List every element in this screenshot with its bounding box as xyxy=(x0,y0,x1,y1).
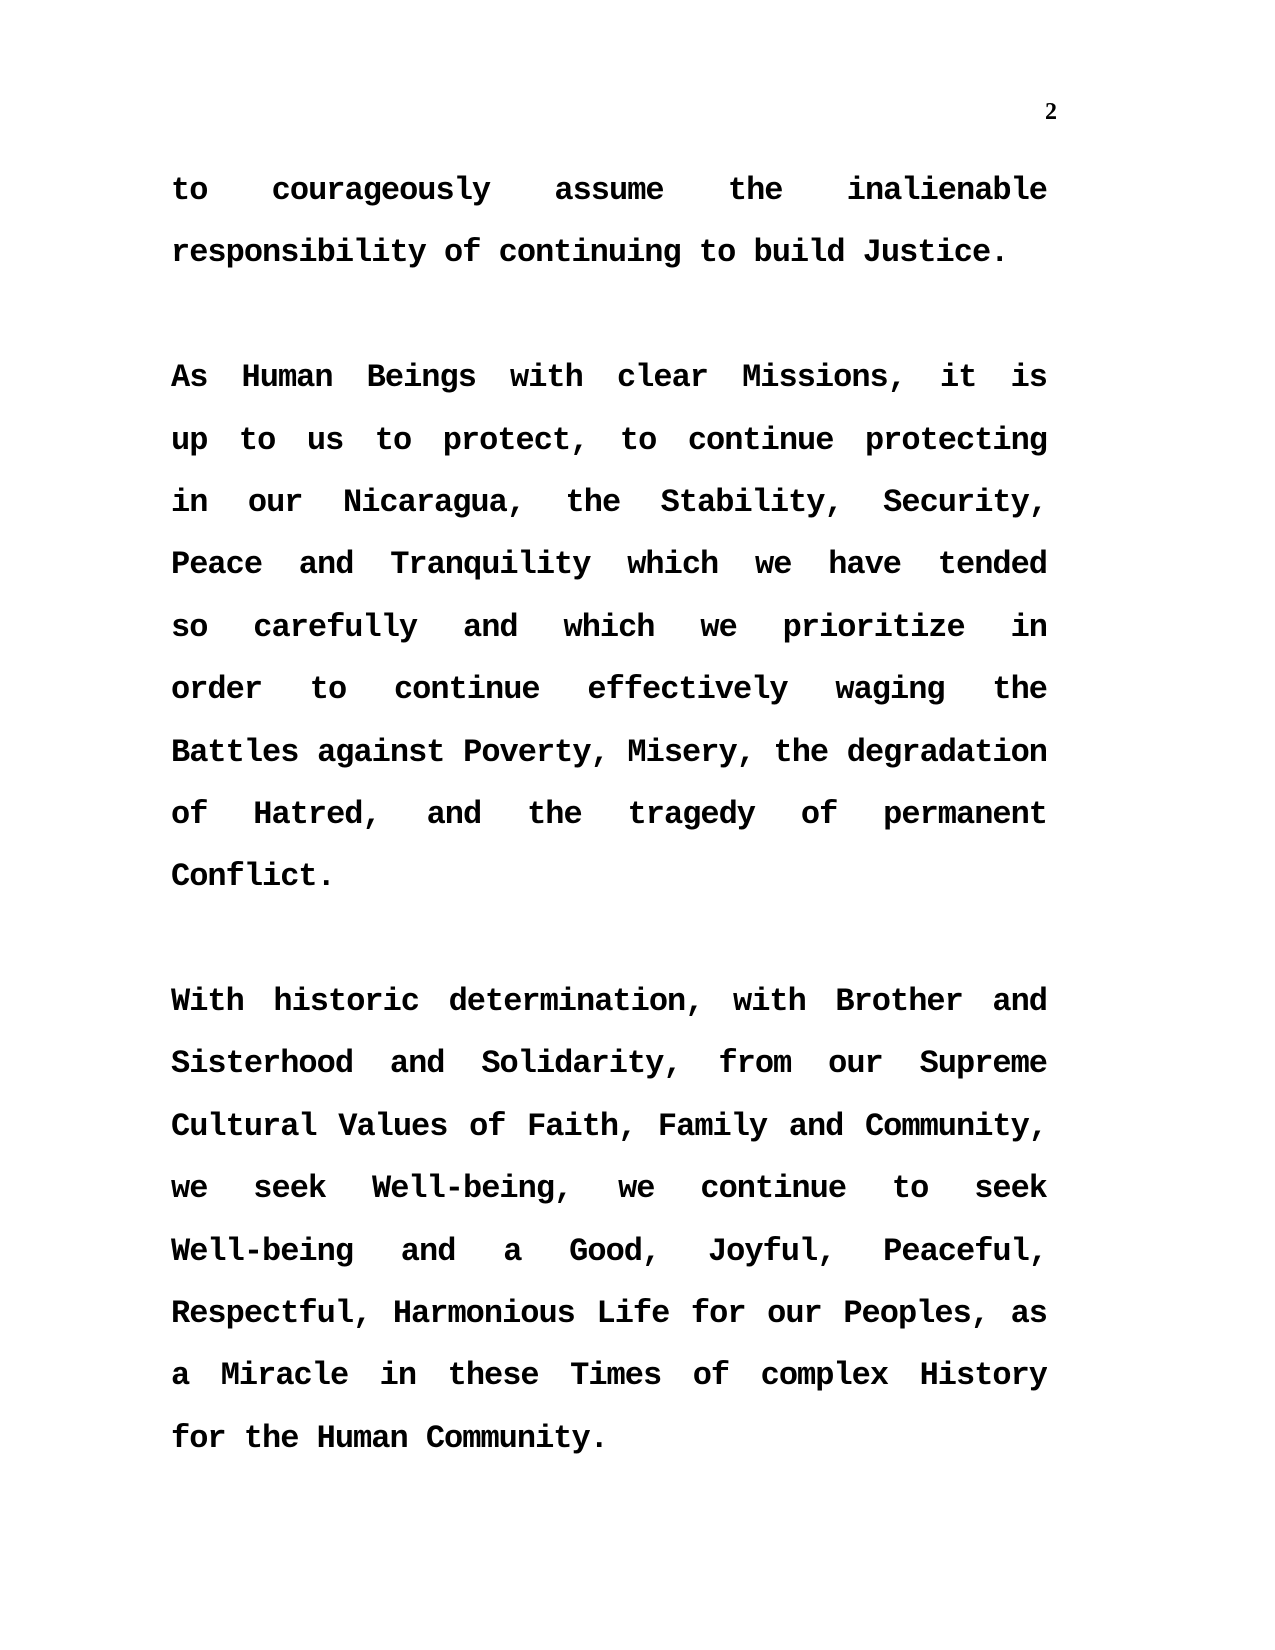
text-line: of Hatred, and the tragedy of permanent xyxy=(171,795,1047,833)
text-line: Well-being and a Good, Joyful, Peaceful, xyxy=(171,1232,1047,1270)
paragraph xyxy=(171,971,1047,1470)
text-line: Battles against Poverty, Misery, the degradation xyxy=(171,733,1047,771)
text-line: Cultural Values of Faith, Family and Community, xyxy=(171,1107,1047,1145)
text-line: so carefully and which we prioritize in xyxy=(171,608,1047,646)
text-line: Conflict. xyxy=(171,858,335,896)
paragraph-gap xyxy=(171,909,1047,971)
text-line: for the Human Community. xyxy=(171,1419,608,1457)
paragraph-gap xyxy=(171,285,1047,347)
text-line: to courageously assume the inalienable xyxy=(171,172,1047,209)
text-line: up to us to protect, to continue protecting xyxy=(171,421,1047,459)
text-line: order to continue effectively waging the xyxy=(171,671,1047,709)
text-line: Respectful, Harmonious Life for our Peoples, as xyxy=(171,1295,1047,1333)
document-body xyxy=(171,160,1047,1470)
page-number: 2 xyxy=(1045,99,1057,125)
text-line: With historic determination, with Brother and xyxy=(171,983,1047,1021)
text-line: in our Nicaragua, the Stability, Security, xyxy=(171,483,1047,521)
text-line: we seek Well-being, we continue to seek xyxy=(171,1170,1047,1208)
paragraph xyxy=(171,160,1047,285)
text-line: a Miracle in these Times of complex History xyxy=(171,1357,1047,1395)
text-line: As Human Beings with clear Missions, it is xyxy=(171,359,1047,397)
text-line: responsibility of continuing to build Justice. xyxy=(171,234,1009,272)
text-line: Sisterhood and Solidarity, from our Supreme xyxy=(171,1045,1047,1083)
text-line: Peace and Tranquility which we have tended xyxy=(171,546,1047,584)
paragraph xyxy=(171,347,1047,909)
